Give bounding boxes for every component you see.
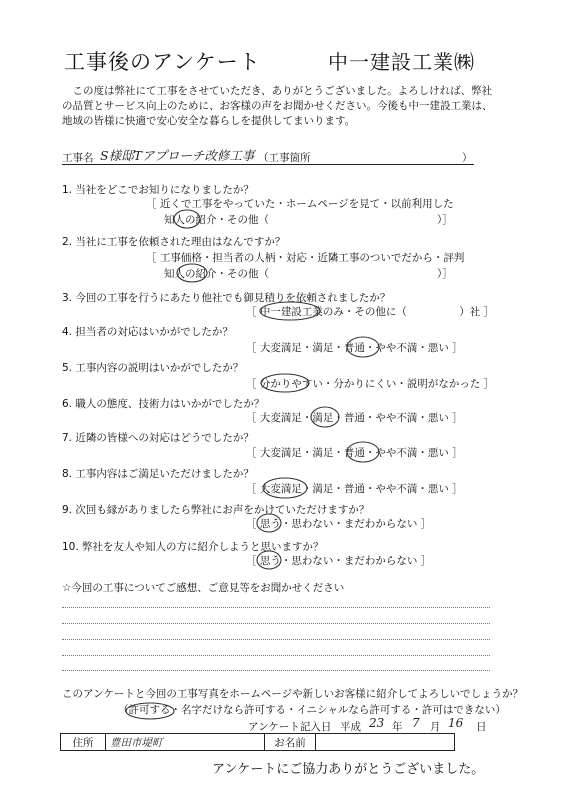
circle-q5-answer <box>261 374 309 392</box>
question-10: 10. 弊社を友人や知人の方に紹介しようと思いますか？ <box>62 541 324 553</box>
circle-q8-answer <box>263 478 307 498</box>
date-year-unit: 年 <box>392 721 403 733</box>
work-location-label: （工事箇所 <box>258 152 311 164</box>
date-label: アンケート記入日 <box>248 721 332 733</box>
answer-options-10[interactable]: ［ 思う・思わない・まだわからない ］ <box>246 555 432 567</box>
footer-thanks: アンケートにご協力ありがとうございました。 <box>212 762 485 777</box>
comment-line-3[interactable] <box>62 639 490 640</box>
comment-line-1[interactable] <box>62 607 490 608</box>
name-label: お名前 <box>265 734 316 751</box>
circle-q2-answer <box>177 264 207 282</box>
address-field[interactable]: 豊田市堤町 <box>106 734 265 751</box>
work-name-value[interactable]: S様邸Tアプローチ改修工事 <box>100 148 255 163</box>
page-title: 工事後のアンケート <box>64 50 261 74</box>
answer-options-3[interactable]: ［ 中一建設工業のみ・その他に（ ）社 ］ <box>246 306 495 318</box>
circle-q6-answer <box>311 407 339 427</box>
circle-q1-answer <box>174 210 200 228</box>
question-2: 2. 当社に工事を依頼された理由はなんですか？ <box>62 236 286 248</box>
question-7: 7. 近隣の皆様への対応はどうでしたか？ <box>62 432 254 444</box>
intro-text: この度は弊社にて工事をさせていただき、ありがとうございました。よろしければ、弊社の品質とサービス向上のために、お客様の声をお聞かせください。今後も中一建設工業は、地域の皆様に快適で安心安全な暮らしを提供してまいります。 <box>62 85 493 127</box>
work-name-label: 工事名 <box>62 152 94 164</box>
address-label: 住所 <box>61 734 106 751</box>
question-3: 3. 今回の工事を行うにあたり他社でも御見積りを依頼されましたか？ <box>62 292 391 304</box>
question-9: 9. 次回も縁がありましたら弊社にお声をかけていただけますか？ <box>62 504 370 516</box>
answer-options-9[interactable]: ［ 思う・思わない・まだわからない ］ <box>246 518 432 530</box>
question-1: 1. 当社をどこでお知りになりましたか？ <box>62 184 254 196</box>
answer-options-1a[interactable]: ［ 近くで工事をやっていた・ホームページを見て・以前利用した <box>146 198 454 210</box>
circle-q4-answer <box>347 337 379 357</box>
answer-options-5[interactable]: ［ 分かりやすい・分かりにくい・説明がなかった ］ <box>246 378 495 390</box>
date-day-unit: 日 <box>476 721 487 733</box>
consent-question: このアンケートと今回の工事写真をホームページや新しいお客様に紹介してよろしいでしょうか？ <box>62 688 524 700</box>
comment-line-4[interactable] <box>62 655 490 656</box>
address-table <box>60 733 455 751</box>
name-field[interactable] <box>316 734 455 751</box>
date-day[interactable]: 16 <box>448 716 464 730</box>
answer-options-6[interactable]: ［ 大変満足・満足・普通・やや不満・悪い ］ <box>246 412 463 424</box>
circle-q7-answer <box>347 442 379 462</box>
comment-line-2[interactable] <box>62 623 490 624</box>
work-location-close: ） <box>462 152 473 164</box>
answer-options-7[interactable]: ［ 大変満足・満足・普通・やや不満・悪い ］ <box>246 447 463 459</box>
circle-q9-answer <box>257 514 281 532</box>
question-4: 4. 担当者の対応はいかがでしたか？ <box>62 326 233 338</box>
question-6: 6. 職人の態度、技術力はいかがでしたか？ <box>62 398 265 410</box>
consent-options[interactable]: （許可する・名字だけなら許可する・イニシャルなら許可する・許可はできない） <box>118 704 506 716</box>
circle-q3-answer <box>260 302 320 320</box>
date-era: 平成 <box>340 721 361 733</box>
company-name: 中一建設工業㈱ <box>328 50 475 74</box>
date-year[interactable]: 23 <box>369 716 385 730</box>
question-8: 8. 工事内容はご満足いただけましたか？ <box>62 468 254 480</box>
answer-options-2b[interactable]: 知人の紹介・その他（ ）］ <box>164 268 453 280</box>
answer-options-8[interactable]: ［ 大変満足・満足・普通・やや不満・悪い ］ <box>246 483 463 495</box>
answer-options-4[interactable]: ［ 大変満足・満足・普通・やや不満・悪い ］ <box>246 342 463 354</box>
circle-q10-answer <box>257 551 281 569</box>
answer-options-1b[interactable]: 知人の紹介・その他（ ）］ <box>164 214 453 226</box>
answer-options-2a[interactable]: ［ 工事価格・担当者の人柄・対応・近隣工事のついでだから・評判 <box>146 252 465 264</box>
date-month-unit: 月 <box>430 721 441 733</box>
comment-line-5[interactable] <box>62 670 490 671</box>
date-month[interactable]: 7 <box>412 716 420 730</box>
comments-heading: ☆今回の工事についてご感想、ご意見等をお聞かせください <box>62 582 345 594</box>
question-5: 5. 工事内容の説明はいかがでしたか？ <box>62 362 244 374</box>
